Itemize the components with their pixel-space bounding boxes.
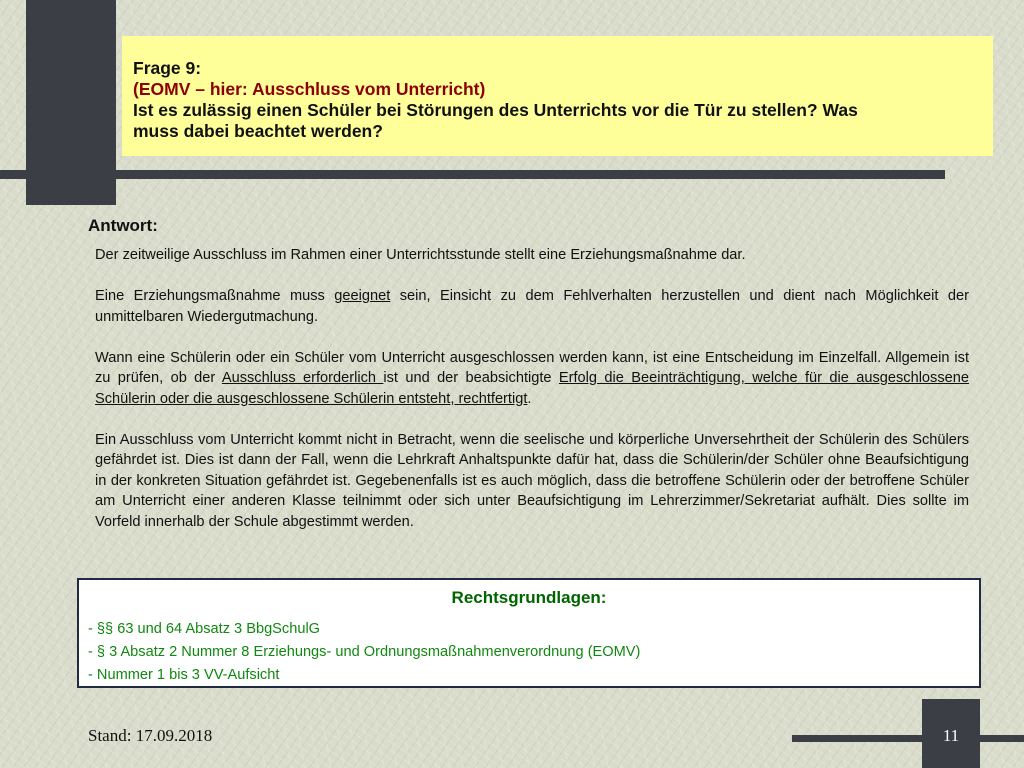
answer-p3-text-c: . — [527, 390, 532, 407]
decorative-bar-bottom — [792, 735, 1024, 742]
decorative-bar-top — [0, 170, 945, 179]
legal-basis-item: - §§ 63 und 64 Absatz 3 BbgSchulG — [88, 621, 321, 637]
answer-p3-text-b: ist und der beabsichtigte — [383, 370, 559, 386]
answer-p3-underlined-2: Erfolg die Beeinträchtigung, welche für die ausgeschlossene Schülerin oder die ausgeschlossene Schülerin entsteht, rechtfertigt — [95, 370, 969, 407]
legal-basis-item: - Nummer 1 bis 3 VV-Aufsicht — [88, 667, 280, 683]
question-text-line-1: Ist es zulässig einen Schüler bei Störungen des Unterrichts vor die Tür zu stellen? Was — [133, 100, 858, 120]
question-text-line-2: muss dabei beachtet werden? — [133, 121, 383, 141]
question-subtitle: (EOMV – hier: Ausschluss vom Unterricht) — [133, 79, 486, 99]
answer-paragraph-3 — [95, 348, 969, 410]
answer-p3-underlined-1: Ausschluss erforderlich — [221, 370, 384, 386]
page-number: 11 — [942, 726, 960, 745]
legal-basis-title: Rechtsgrundlagen: — [451, 588, 607, 607]
question-label: Frage 9: — [133, 58, 202, 78]
answer-paragraph-2 — [95, 286, 969, 327]
legal-basis-list — [88, 618, 640, 687]
answer-paragraph-1: Der zeitweilige Ausschluss im Rahmen einer Unterrichtsstunde stellt eine Erziehungsmaßnahme dar. — [95, 247, 746, 263]
legal-basis-item: - § 3 Absatz 2 Nummer 8 Erziehungs- und Ordnungsmaßnahmenverordnung (EOMV) — [88, 644, 641, 660]
answer-p2-underlined: geeignet — [334, 288, 391, 304]
footer-date: Stand: 17.09.2018 — [88, 726, 213, 745]
question-box — [122, 36, 993, 156]
answer-p3-text-a: Wann eine Schülerin oder ein Schüler vom Unterricht ausgeschlossen werden kann, ist eine Entscheidung im Einzelfall. Allgemein ist zu prüfen, ob der — [95, 349, 969, 386]
answer-paragraph-4: Ein Ausschluss vom Unterricht kommt nicht in Betracht, wenn die seelische und körperliche Unversehrtheit der Schülerin des Schülers gefährdet ist. Dies ist dann der Fall, wenn die Lehrkraft Anhaltspunkte dafür hat, dass die Schülerin/der Schüler ohne Beaufsichtigung in der konkreten Situation gefährdet ist. Gegebenenfalls ist es auch möglich, dass die betroffene Schülerin oder der betroffene Schüler am Unterricht einer anderen Klasse teilnimmt oder sich unter Beaufsichtigung im Lehrerzimmer/Sekretariat aufhält. Dies sollte im Vorfeld innerhalb der Schule abgestimmt werden. — [95, 431, 969, 530]
legal-basis-box — [77, 578, 981, 688]
answer-p2-text-b: sein, Einsicht zu dem Fehlverhalten herzustellen und dient nach Möglichkeit der unmittelbaren Wiedergutmachung. — [95, 288, 969, 325]
answer-p2-text-a: Eine Erziehungsmaßnahme muss — [95, 288, 335, 304]
answer-heading: Antwort: — [88, 216, 158, 235]
answer-body — [95, 245, 969, 532]
